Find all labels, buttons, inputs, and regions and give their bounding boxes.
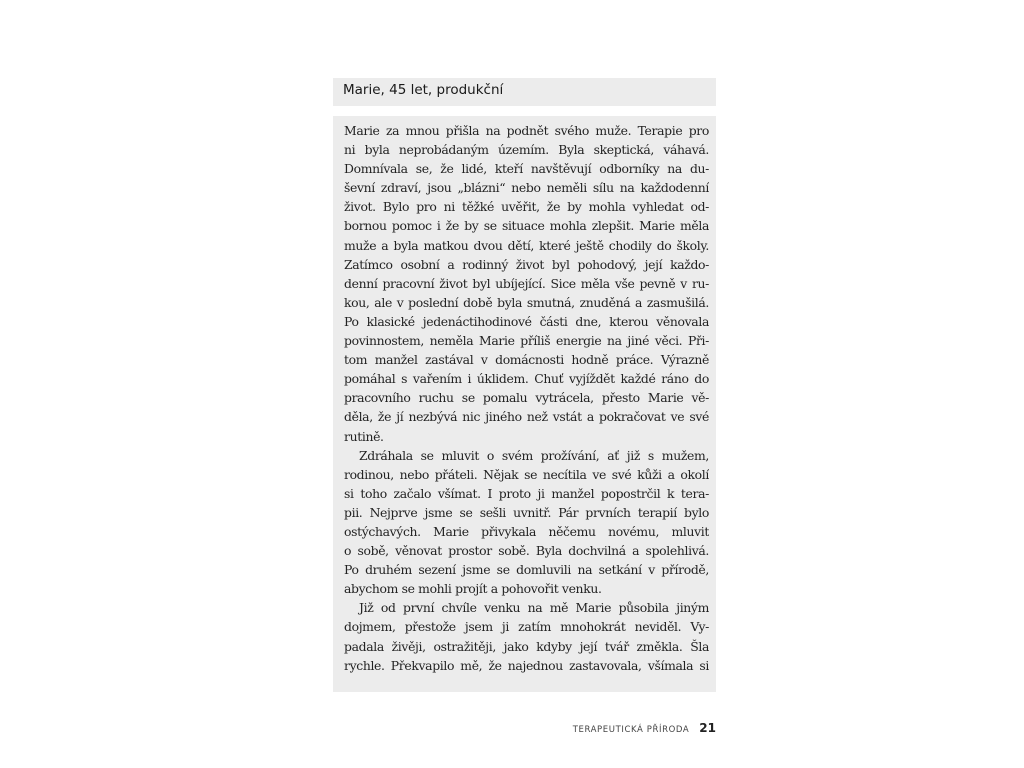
text-line: bornou pomoc i že by se situace mohla zlepšit. Marie měla: [344, 218, 709, 234]
text-line: dojmem, přestože jsem ji zatím mnohokrát neviděl. Vy-: [344, 619, 709, 635]
text-line: tom manžel zastával v domácnosti hodně práce. Výrazně: [344, 352, 709, 368]
text-line: padala živěji, ostražitěji, jako kdyby její tvář změkla. Šla: [344, 638, 709, 654]
paragraph-first-line: Zdráhala se mluvit o svém prožívání, ať již s mužem,: [359, 447, 709, 463]
section-title: Marie, 45 let, produkční: [343, 82, 504, 98]
text-line: život. Bylo pro ni těžké uvěřit, že by mohla vyhledat od-: [344, 199, 709, 215]
text-line: pii. Nejprve jsme se sešli uvnitř. Pár prvních terapií bylo: [344, 504, 709, 520]
text-line: ni byla neprobádaným územím. Byla skeptická, váhavá.: [344, 142, 709, 158]
running-title: TERAPEUTICKÁ PŘÍRODA: [572, 725, 690, 735]
text-line: ševní zdraví, jsou „blázni“ nebo neměli sílu na každodenní: [344, 180, 709, 196]
page-footer: [540, 719, 716, 737]
text-line: Zatímco osobní a rodinný život byl pohodový, její každo-: [344, 256, 709, 272]
text-line: povinnostem, neměla Marie příliš energie na jiné věci. Při-: [344, 333, 709, 349]
text-line: kou, ale v poslední době byla smutná, znuděná a zasmušilá.: [344, 294, 709, 310]
text-line: si toho začalo všímat. I proto ji manžel popostrčil k tera-: [344, 485, 709, 501]
text-line: rychle. Překvapilo mě, že najednou zastavovala, všímala si: [344, 657, 709, 673]
text-line: ostýchavých. Marie přivykala něčemu novému, mluvit: [344, 523, 709, 539]
text-line: denní pracovní život byl ubíjející. Sice měla vše pevně v ru-: [344, 275, 709, 291]
section-header: [333, 78, 716, 106]
text-box: [333, 116, 716, 692]
text-line: rodinou, nebo přáteli. Nějak se necítila ve své kůži a okolí: [344, 466, 709, 482]
text-line: Po druhém sezení jsme se domluvili na setkání v přírodě,: [344, 562, 709, 578]
body-text: [344, 121, 709, 675]
text-line: rutině.: [344, 428, 384, 444]
text-line: muže a byla matkou dvou dětí, které ještě chodily do školy.: [344, 237, 709, 253]
text-line: abychom se mohli projít a pohovořit venku.: [344, 581, 602, 597]
paragraph-first-line: Již od první chvíle venku na mě Marie působila jiným: [359, 600, 709, 616]
text-line: děla, že jí nezbývá nic jiného než vstát a pokračovat ve své: [344, 409, 709, 425]
text-line: o sobě, věnovat prostor sobě. Byla dochvilná a spolehlivá.: [344, 543, 709, 559]
text-line: pomáhal s vařením i úklidem. Chuť vyjíždět každé ráno do: [344, 371, 709, 387]
page-number: 21: [699, 721, 716, 735]
text-line: Domnívala se, že lidé, kteří navštěvují odborníky na du-: [344, 161, 709, 177]
text-line: pracovního ruchu se pomalu vytrácela, přesto Marie vě-: [344, 390, 709, 406]
text-line: Marie za mnou přišla na podnět svého muže. Terapie pro: [344, 123, 709, 138]
text-line: Po klasické jedenáctihodinové části dne, kterou věnovala: [344, 313, 709, 329]
